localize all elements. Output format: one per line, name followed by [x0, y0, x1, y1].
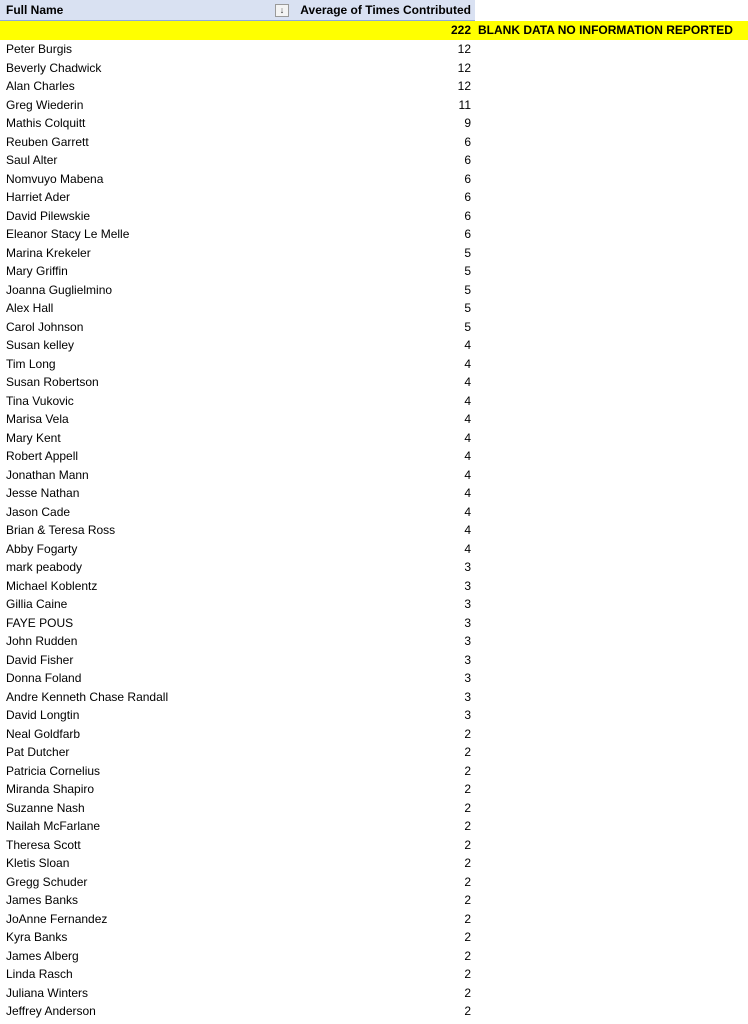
table-row[interactable]	[0, 521, 748, 540]
times-contributed-cell[interactable]: 3	[464, 578, 471, 593]
full-name-cell[interactable]: Jesse Nathan	[6, 486, 80, 500]
table-row[interactable]	[0, 854, 748, 873]
times-contributed-cell[interactable]: 2	[464, 837, 471, 852]
table-row[interactable]	[0, 614, 748, 633]
column-header-average-label: Average of Times Contributed	[300, 3, 471, 17]
full-name-cell[interactable]: Mary Griffin	[6, 264, 68, 278]
full-name-cell[interactable]: Nailah McFarlane	[6, 819, 101, 833]
table-row[interactable]	[0, 947, 748, 966]
times-contributed-cell[interactable]: 2	[464, 893, 471, 907]
full-name-cell[interactable]: Reuben Garrett	[6, 134, 89, 149]
full-name-cell[interactable]: mark peabody	[6, 560, 83, 574]
full-name-cell[interactable]: FAYE POUS	[6, 615, 74, 630]
times-contributed-cell[interactable]: 2	[464, 967, 471, 981]
table-row[interactable]	[0, 817, 748, 836]
full-name-cell[interactable]: Kletis Sloan	[6, 856, 70, 870]
table-row[interactable]	[0, 651, 748, 670]
table-row[interactable]	[0, 669, 748, 688]
times-contributed-cell[interactable]: 2	[464, 856, 471, 870]
table-row[interactable]	[0, 484, 748, 503]
full-name-cell[interactable]: Pat Dutcher	[6, 745, 70, 759]
full-name-cell[interactable]: Mary Kent	[6, 430, 61, 445]
table-row[interactable]	[0, 595, 748, 614]
full-name-cell[interactable]: Michael Koblentz	[6, 578, 98, 593]
times-contributed-cell[interactable]: 3	[464, 615, 471, 630]
table-row[interactable]	[0, 928, 748, 947]
times-contributed-cell[interactable]: 5	[464, 264, 471, 278]
full-name-cell[interactable]: Tim Long	[6, 356, 56, 371]
full-name-cell[interactable]: James Banks	[6, 893, 79, 907]
table-row[interactable]	[0, 133, 748, 152]
times-contributed-cell[interactable]: 2	[464, 763, 471, 778]
table-row[interactable]	[0, 836, 748, 855]
table-row[interactable]	[0, 40, 748, 59]
full-name-cell[interactable]: David Pilewskie	[6, 208, 91, 223]
times-contributed-cell[interactable]: 2	[464, 800, 471, 815]
full-name-cell[interactable]: Beverly Chadwick	[6, 60, 102, 75]
times-contributed-cell[interactable]: 4	[464, 449, 471, 463]
times-contributed-cell[interactable]: 6	[464, 153, 471, 167]
table-row[interactable]	[0, 965, 748, 984]
full-name-cell[interactable]: Brian & Teresa Ross	[6, 523, 116, 537]
table-row[interactable]	[0, 1002, 748, 1021]
table-row[interactable]	[0, 410, 748, 429]
times-contributed-cell[interactable]: 12	[457, 60, 471, 75]
full-name-cell[interactable]: Carol Johnson	[6, 319, 84, 334]
times-contributed-cell[interactable]: 6	[464, 171, 471, 186]
times-contributed-cell[interactable]: 2	[464, 745, 471, 759]
table-row[interactable]	[0, 225, 748, 244]
times-contributed-cell[interactable]: 9	[464, 116, 471, 130]
times-contributed-cell[interactable]: 5	[464, 282, 471, 297]
full-name-cell[interactable]: Theresa Scott	[6, 837, 81, 852]
times-contributed-cell[interactable]: 2	[464, 948, 471, 963]
full-name-cell[interactable]: Robert Appell	[6, 449, 79, 463]
table-row[interactable]	[0, 577, 748, 596]
full-name-cell[interactable]: Kyra Banks	[6, 930, 68, 944]
full-name-cell[interactable]: Susan Robertson	[6, 375, 99, 389]
table-row[interactable]	[0, 170, 748, 189]
full-name-cell[interactable]: Susan kelley	[6, 338, 75, 352]
full-name-cell[interactable]: Marisa Vela	[6, 412, 69, 426]
header-row	[0, 0, 748, 21]
table-row[interactable]	[0, 373, 748, 392]
table-row[interactable]	[0, 873, 748, 892]
times-contributed-cell[interactable]: 4	[464, 356, 471, 371]
times-contributed-cell[interactable]: 3	[464, 652, 471, 667]
table-row[interactable]	[0, 96, 748, 115]
times-contributed-cell[interactable]: 6	[464, 134, 471, 149]
table-row[interactable]	[0, 281, 748, 300]
times-contributed-cell[interactable]: 5	[464, 319, 471, 334]
column-header-full-name-label: Full Name	[6, 3, 64, 17]
table-body	[0, 40, 748, 1021]
table-row[interactable]	[0, 336, 748, 355]
times-contributed-cell[interactable]: 2	[464, 911, 471, 926]
full-name-cell[interactable]: James Alberg	[6, 948, 79, 963]
full-name-cell[interactable]: Gillia Caine	[6, 597, 68, 611]
times-contributed-cell[interactable]: 3	[464, 634, 471, 648]
times-contributed-cell[interactable]: 2	[464, 782, 471, 796]
times-contributed-cell[interactable]: 6	[464, 227, 471, 241]
full-name-cell[interactable]: Jonathan Mann	[6, 467, 89, 482]
table-row[interactable]	[0, 466, 748, 485]
table-row[interactable]	[0, 780, 748, 799]
full-name-cell[interactable]: Andre Kenneth Chase Randall	[6, 689, 169, 704]
table-row[interactable]	[0, 762, 748, 781]
full-name-cell[interactable]: Miranda Shapiro	[6, 782, 95, 796]
times-contributed-cell[interactable]: 3	[464, 671, 471, 685]
full-name-cell[interactable]: Harriet Ader	[6, 190, 71, 204]
table-row[interactable]	[0, 151, 748, 170]
full-name-cell[interactable]: Juliana Winters	[6, 985, 89, 1000]
table-row[interactable]	[0, 558, 748, 577]
table-row[interactable]	[0, 188, 748, 207]
times-contributed-cell[interactable]: 4	[464, 504, 471, 519]
times-contributed-cell[interactable]: 4	[464, 541, 471, 556]
table-row[interactable]	[0, 355, 748, 374]
times-contributed-cell[interactable]: 2	[464, 726, 471, 741]
times-contributed-cell[interactable]: 2	[464, 930, 471, 944]
times-contributed-cell[interactable]: 12	[457, 79, 471, 93]
times-contributed-cell[interactable]: 3	[464, 560, 471, 574]
times-contributed-cell[interactable]: 4	[464, 338, 471, 352]
full-name-cell[interactable]: Saul Alter	[6, 153, 58, 167]
times-contributed-cell[interactable]: 4	[464, 393, 471, 408]
times-contributed-cell[interactable]: 5	[464, 245, 471, 260]
table-row[interactable]	[0, 632, 748, 651]
times-contributed-cell[interactable]: 3	[464, 689, 471, 704]
full-name-cell[interactable]: Jeffrey Anderson	[6, 1004, 96, 1018]
highlight-value: 222	[450, 23, 471, 37]
table-row[interactable]	[0, 799, 748, 818]
table-row[interactable]	[0, 207, 748, 226]
full-name-cell[interactable]: Gregg Schuder	[6, 874, 88, 889]
table-row[interactable]	[0, 706, 748, 725]
times-contributed-cell[interactable]: 4	[464, 523, 471, 537]
full-name-cell[interactable]: Jason Cade	[6, 504, 71, 519]
times-contributed-cell[interactable]: 3	[464, 597, 471, 611]
full-name-cell[interactable]: Greg Wiederin	[6, 97, 84, 112]
full-name-cell[interactable]: Marina Krekeler	[6, 245, 91, 260]
table-row[interactable]	[0, 244, 748, 263]
table-row[interactable]	[0, 891, 748, 910]
table-row[interactable]	[0, 114, 748, 133]
times-contributed-cell[interactable]: 4	[464, 412, 471, 426]
table-row[interactable]	[0, 725, 748, 744]
full-name-cell[interactable]: Mathis Colquitt	[6, 116, 86, 130]
full-name-cell[interactable]: Alan Charles	[6, 79, 75, 93]
table-row[interactable]	[0, 318, 748, 337]
times-contributed-cell[interactable]: 4	[464, 467, 471, 482]
full-name-cell[interactable]: David Longtin	[6, 708, 80, 722]
times-contributed-cell[interactable]: 2	[464, 1004, 471, 1018]
full-name-cell[interactable]: Donna Foland	[6, 671, 82, 685]
times-contributed-cell[interactable]: 4	[464, 375, 471, 389]
full-name-cell[interactable]: Eleanor Stacy Le Melle	[6, 227, 130, 241]
times-contributed-cell[interactable]: 6	[464, 208, 471, 223]
full-name-cell[interactable]: Neal Goldfarb	[6, 726, 81, 741]
times-contributed-cell[interactable]: 6	[464, 190, 471, 204]
sort-descending-icon[interactable]	[275, 4, 289, 17]
highlight-row	[0, 21, 748, 40]
table-row[interactable]	[0, 743, 748, 762]
times-contributed-cell[interactable]: 2	[464, 985, 471, 1000]
full-name-cell[interactable]: Patricia Cornelius	[6, 763, 101, 778]
times-contributed-cell[interactable]: 4	[464, 486, 471, 500]
times-contributed-cell[interactable]: 4	[464, 430, 471, 445]
table-row[interactable]	[0, 984, 748, 1003]
full-name-cell[interactable]: Peter Burgis	[6, 42, 73, 56]
table-row[interactable]	[0, 299, 748, 318]
full-name-cell[interactable]: Abby Fogarty	[6, 541, 78, 556]
sort-arrow-glyph: ↓	[279, 5, 285, 15]
full-name-cell[interactable]: Alex Hall	[6, 301, 54, 315]
times-contributed-cell[interactable]: 3	[464, 708, 471, 722]
column-header-full-name[interactable]	[0, 0, 272, 21]
table-row[interactable]	[0, 447, 748, 466]
full-name-cell[interactable]: Suzanne Nash	[6, 800, 85, 815]
table-row[interactable]	[0, 540, 748, 559]
table-row[interactable]	[0, 59, 748, 78]
table-row[interactable]	[0, 910, 748, 929]
table-row[interactable]	[0, 77, 748, 96]
times-contributed-cell[interactable]: 2	[464, 819, 471, 833]
times-contributed-cell[interactable]: 2	[464, 874, 471, 889]
full-name-cell[interactable]: Joanna Guglielmino	[6, 282, 113, 297]
table-row[interactable]	[0, 429, 748, 448]
column-header-average[interactable]	[272, 0, 475, 21]
highlight-note: BLANK DATA NO INFORMATION REPORTED	[478, 23, 733, 37]
table-row[interactable]	[0, 262, 748, 281]
table-row[interactable]	[0, 503, 748, 522]
full-name-cell[interactable]: John Rudden	[6, 634, 78, 648]
times-contributed-cell[interactable]: 5	[464, 301, 471, 315]
times-contributed-cell[interactable]: 12	[457, 42, 471, 56]
times-contributed-cell[interactable]: 11	[458, 97, 471, 112]
table-row[interactable]	[0, 688, 748, 707]
table-row[interactable]	[0, 392, 748, 411]
full-name-cell[interactable]: David Fisher	[6, 652, 74, 667]
full-name-cell[interactable]: Tina Vukovic	[6, 393, 74, 408]
full-name-cell[interactable]: Linda Rasch	[6, 967, 73, 981]
full-name-cell[interactable]: Nomvuyo Mabena	[6, 171, 104, 186]
full-name-cell[interactable]: JoAnne Fernandez	[6, 911, 108, 926]
